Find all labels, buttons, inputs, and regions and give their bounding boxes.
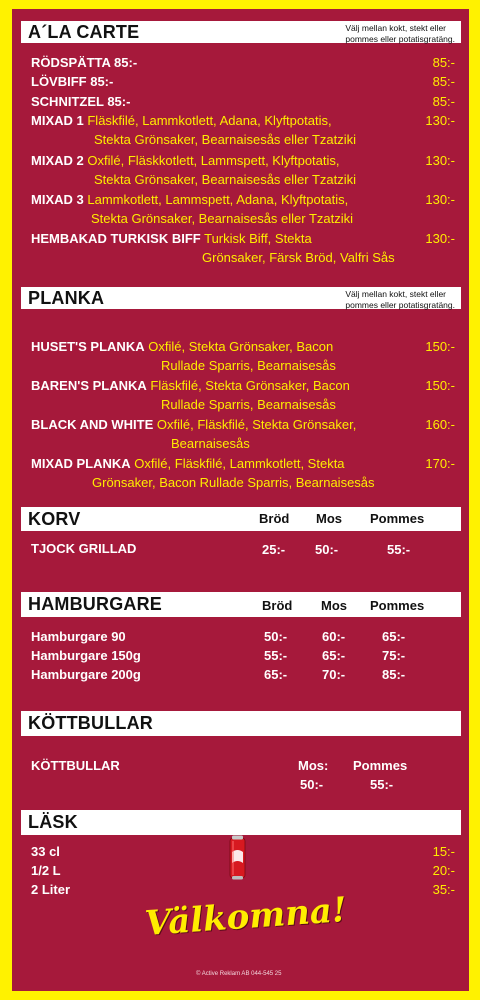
price-brod: 55:-: [264, 648, 288, 663]
section-note: Välj mellan kokt, stekt eller pommes eller potatisgratäng.: [345, 289, 455, 310]
section-header-korv: [21, 507, 461, 531]
menu-item-price: 130:-: [425, 153, 455, 168]
menu-item-mixad1: MIXAD 1 Fläskfilé, Lammkotlett, Adana, Klyftpotatis,: [31, 113, 332, 128]
menu-item-desc: Bearnaisesås: [171, 436, 250, 451]
menu-item-desc: Stekta Grönsaker, Bearnaisesås eller Tzatziki: [94, 132, 357, 147]
menu-item-name: RÖDSPÄTTA 85:-: [31, 55, 138, 70]
menu-item-price: 35:-: [432, 882, 455, 897]
menu-panel: [12, 9, 469, 991]
menu-item-name: SCHNITZEL 85:-: [31, 94, 131, 109]
price-brod: 65:-: [264, 667, 288, 682]
column-header-mos: Mos:: [298, 758, 329, 773]
menu-item-black-white: BLACK AND WHITE Oxfilé, Fläskfilé, Stekta Grönsaker,: [31, 417, 357, 432]
section-title: LÄSK: [28, 812, 78, 832]
menu-item-desc: Stekta Grönsaker, Bearnaisesås eller Tzatziki: [94, 172, 357, 187]
section-note: Välj mellan kokt, stekt eller pommes eller potatisgratäng.: [345, 23, 455, 44]
column-header-brod: Bröd: [259, 511, 290, 526]
price-pommes: 55:-: [387, 542, 411, 557]
price-mos: 65:-: [322, 648, 346, 663]
price-brod: 25:-: [262, 542, 286, 557]
menu-item-name: 1/2 L: [31, 863, 61, 878]
cola-can-icon: [229, 835, 246, 880]
price-pommes: 65:-: [382, 629, 406, 644]
section-title: KORV: [28, 509, 81, 529]
section-title: A´LA CARTE: [28, 22, 140, 42]
menu-item-price: 85:-: [432, 55, 455, 70]
section-header-lask: [21, 810, 461, 835]
menu-item-name: 2 Liter: [31, 882, 71, 897]
section-header-hamburgare: [21, 592, 461, 617]
price-brod: 50:-: [264, 629, 288, 644]
section-title: KÖTTBULLAR: [28, 713, 153, 733]
menu-item-price: 150:-: [425, 378, 455, 393]
menu-item-desc: Grönsaker, Färsk Bröd, Valfri Sås: [202, 250, 395, 265]
section-title: PLANKA: [28, 288, 105, 308]
welcome-text: Välkomna!: [143, 889, 348, 944]
price-pommes: 85:-: [382, 667, 406, 682]
menu-item-price: 85:-: [432, 74, 455, 89]
menu-item-mixad3: MIXAD 3 Lammkotlett, Lammspett, Adana, Klyftpotatis,: [31, 192, 349, 207]
menu-item-desc: Grönsaker, Bacon Rullade Sparris, Bearnaisesås: [92, 475, 375, 490]
column-header-mos: Mos: [321, 598, 347, 613]
menu-item-biff: HEMBAKAD TURKISK BIFF Turkisk Biff, Stekta: [31, 231, 312, 246]
menu-item-price: 130:-: [425, 192, 455, 207]
menu-item-name: LÖVBIFF 85:-: [31, 74, 114, 89]
menu-item-mixad2: MIXAD 2 Oxfilé, Fläskkotlett, Lammspett, Klyftpotatis,: [31, 153, 340, 168]
column-header-brod: Bröd: [262, 598, 293, 613]
menu-item-baren: BAREN'S PLANKA Fläskfilé, Stekta Grönsaker, Bacon: [31, 378, 350, 393]
price-mos: 50:-: [315, 542, 339, 557]
credit-text: © Active Reklam AB 044-545 25: [196, 971, 282, 977]
menu-item-price: 150:-: [425, 339, 455, 354]
menu-item-desc: Rullade Sparris, Bearnaisesås: [161, 358, 336, 373]
section-header-planka: [21, 287, 461, 309]
menu-item-name: Hamburgare 150g: [31, 648, 141, 663]
menu-item-desc: Rullade Sparris, Bearnaisesås: [161, 397, 336, 412]
menu-item-price: 130:-: [425, 231, 455, 246]
menu-item-huset: HUSET'S PLANKA Oxfilé, Stekta Grönsaker, Bacon: [31, 339, 334, 354]
price-mos: 60:-: [322, 629, 346, 644]
column-header-mos: Mos: [316, 511, 342, 526]
price-mos: 50:-: [300, 777, 324, 792]
column-header-pommes: Pommes: [370, 511, 425, 526]
menu-item-price: 20:-: [432, 863, 455, 878]
menu-item-price: 85:-: [432, 94, 455, 109]
menu-item-name: 33 cl: [31, 844, 60, 859]
price-pommes: 75:-: [382, 648, 406, 663]
menu-item-name: KÖTTBULLAR: [31, 758, 120, 773]
menu-item-name: Hamburgare 90: [31, 629, 126, 644]
price-pommes: 55:-: [370, 777, 394, 792]
column-header-pommes: Pommes: [370, 598, 425, 613]
menu-item-price: 170:-: [425, 456, 455, 471]
menu-item-mixad-planka: MIXAD PLANKA Oxfilé, Fläskfilé, Lammkotlett, Stekta: [31, 456, 345, 471]
menu-item-desc: Stekta Grönsaker, Bearnaisesås eller Tzatziki: [91, 211, 354, 226]
menu-item-name: TJOCK GRILLAD: [31, 541, 137, 556]
menu-item-price: 15:-: [432, 844, 455, 859]
section-header-kottbullar: [21, 711, 461, 736]
menu-item-name: Hamburgare 200g: [31, 667, 141, 682]
menu-item-price: 130:-: [425, 113, 455, 128]
menu-item-price: 160:-: [425, 417, 455, 432]
section-header-alacarte: [21, 21, 461, 43]
column-header-pommes: Pommes: [353, 758, 408, 773]
price-mos: 70:-: [322, 667, 346, 682]
section-title: HAMBURGARE: [28, 594, 162, 614]
